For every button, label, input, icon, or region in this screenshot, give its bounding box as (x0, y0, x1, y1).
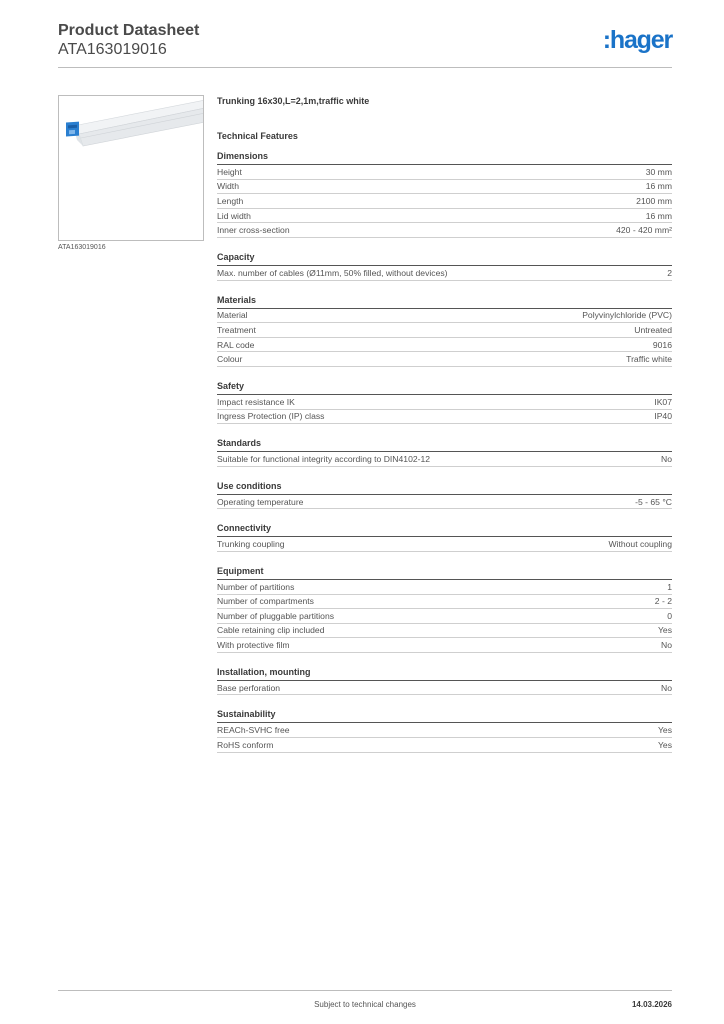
spec-row (217, 165, 672, 180)
spec-label: With protective film (217, 640, 290, 651)
spec-group (217, 381, 672, 424)
spec-row (217, 638, 672, 653)
spec-row (217, 609, 672, 624)
spec-value: IK07 (654, 396, 672, 407)
spec-row (217, 180, 672, 195)
spec-group-title: Equipment (217, 566, 672, 580)
spec-label: Cable retaining clip included (217, 625, 325, 636)
spec-row (217, 194, 672, 209)
spec-value: 2100 mm (636, 195, 672, 206)
spec-value: Yes (657, 625, 672, 636)
spec-row (217, 323, 672, 338)
spec-label: Max. number of cables (Ø11mm, 50% filled, without devices) (217, 267, 448, 278)
spec-group-title: Connectivity (217, 523, 672, 537)
spec-value: 16 mm (645, 181, 672, 192)
spec-label: Lid width (217, 210, 251, 221)
spec-label: Treatment (217, 324, 256, 335)
spec-value: 16 mm (645, 210, 672, 221)
spec-value: 420 - 420 mm² (616, 225, 672, 236)
spec-group-title: Safety (217, 381, 672, 395)
spec-value: 9016 (652, 339, 672, 350)
spec-value: Polyvinylchloride (PVC) (582, 310, 672, 321)
spec-row (217, 580, 672, 595)
spec-group (217, 566, 672, 653)
spec-row (217, 495, 672, 510)
spec-label: Trunking coupling (217, 539, 285, 550)
spec-group-title: Materials (217, 295, 672, 309)
spec-group (217, 667, 672, 696)
spec-value: 1 (667, 581, 672, 592)
spec-groups (217, 151, 672, 753)
spec-group (217, 151, 672, 238)
spec-group-title: Capacity (217, 252, 672, 266)
spec-row (217, 223, 672, 238)
spec-row (217, 624, 672, 639)
spec-group (217, 252, 672, 281)
spec-label: Impact resistance IK (217, 396, 295, 407)
spec-group (217, 523, 672, 552)
page-footer (58, 990, 672, 1016)
spec-label: RoHS conform (217, 739, 274, 750)
spec-group (217, 295, 672, 367)
spec-group-title: Installation, mounting (217, 667, 672, 681)
hager-logo: :hager (602, 26, 672, 54)
spec-label: Colour (217, 354, 243, 365)
spec-value: 2 (667, 267, 672, 278)
spec-value: No (661, 640, 672, 651)
spec-row (217, 595, 672, 610)
spec-value: 2 - 2 (654, 596, 672, 607)
spec-row (217, 352, 672, 367)
spec-value: Without coupling (608, 539, 672, 550)
spec-row (217, 209, 672, 224)
spec-label: Number of partitions (217, 581, 295, 592)
spec-group (217, 481, 672, 510)
spec-label: RAL code (217, 339, 255, 350)
spec-row (217, 309, 672, 324)
spec-label: REACh-SVHC free (217, 725, 290, 736)
spec-label: Length (217, 195, 244, 206)
trunking-illustration (59, 96, 204, 241)
product-image (58, 95, 204, 241)
spec-row (217, 681, 672, 696)
spec-group-title: Dimensions (217, 151, 672, 165)
spec-row (217, 410, 672, 425)
image-caption: ATA163019016 (58, 244, 106, 251)
spec-row (217, 738, 672, 753)
spec-value: 30 mm (645, 166, 672, 177)
spec-label: Operating temperature (217, 496, 304, 507)
spec-value: Yes (657, 739, 672, 750)
spec-value: Untreated (634, 324, 672, 335)
spec-row (217, 537, 672, 552)
doc-number: ATA163019016 (58, 41, 167, 58)
spec-row (217, 723, 672, 738)
spec-group-title: Standards (217, 438, 672, 452)
spec-value: -5 - 65 °C (635, 496, 672, 507)
spec-label: Number of pluggable partitions (217, 610, 335, 621)
page-header (58, 22, 672, 68)
spec-value: Traffic white (626, 354, 672, 365)
spec-group (217, 709, 672, 752)
features-heading: Technical Features (217, 131, 298, 141)
spec-label: Material (217, 310, 248, 321)
spec-value: No (661, 682, 672, 693)
spec-row (217, 266, 672, 281)
spec-group-title: Sustainability (217, 709, 672, 723)
footer-note: Subject to technical changes (314, 1000, 416, 1009)
spec-label: Width (217, 181, 239, 192)
spec-value: Yes (657, 725, 672, 736)
spec-group (217, 438, 672, 467)
spec-row (217, 452, 672, 467)
product-title: Trunking 16x30,L=2,1m,traffic white (217, 96, 370, 106)
spec-value: IP40 (654, 411, 672, 422)
spec-row (217, 395, 672, 410)
spec-value: No (661, 453, 672, 464)
spec-label: Number of compartments (217, 596, 314, 607)
spec-label: Base perforation (217, 682, 281, 693)
spec-label: Suitable for functional integrity according to DIN4102-12 (217, 453, 431, 464)
spec-group-title: Use conditions (217, 481, 672, 495)
spec-label: Ingress Protection (IP) class (217, 411, 325, 422)
footer-date: 14.03.2026 (631, 1000, 672, 1009)
spec-area (217, 96, 672, 753)
doc-title: Product Datasheet (58, 22, 200, 39)
spec-row (217, 338, 672, 353)
spec-label: Inner cross-section (217, 225, 290, 236)
spec-label: Height (217, 166, 242, 177)
spec-value: 0 (667, 610, 672, 621)
